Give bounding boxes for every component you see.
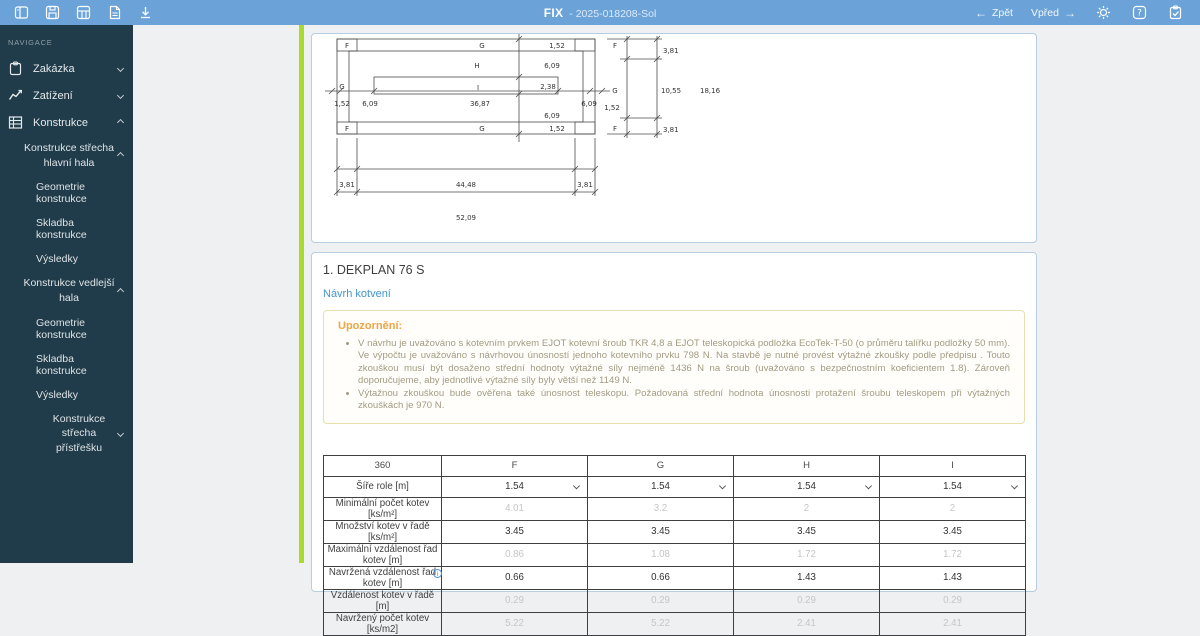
sidebar-item-vysledky[interactable] (0, 247, 133, 271)
row-label: Šíře role [m] (324, 476, 442, 497)
table-row (324, 589, 1026, 612)
sidebar-item-vedlejsi-hala[interactable] (0, 271, 133, 310)
sidebar-item-label: Výsledky (36, 253, 79, 266)
table-cell: 3.2 (588, 497, 734, 520)
section-subheading: Návrh kotvení (323, 288, 391, 300)
sidebar-item-label: Skladba konstrukce (36, 217, 87, 242)
sidebar-item-label: Geometrie konstrukce (36, 316, 87, 341)
forward-button[interactable] (1031, 6, 1076, 20)
chart-icon (8, 88, 23, 103)
zone-label-f-side-bottom: F (612, 125, 618, 133)
dim-label: 1,52 (334, 100, 350, 108)
dim-label: 3,81 (577, 181, 593, 189)
sidebar-item-strecha-hlavni-hala[interactable] (0, 136, 133, 175)
sidebar-item-label: Konstrukce (33, 116, 89, 129)
warning-bullet: • Výtažnou zkouškou bude ověřena také únosnost teleskopu. Požadovaná střední hodnota únosnosti protažení šroubu teleskopem při výtažných zkouškách je 970 N. (358, 388, 1010, 413)
dekplan-panel (311, 252, 1037, 635)
zone-label-g: G (479, 42, 485, 50)
table-cell: 3.45 (880, 520, 1026, 543)
table-cell: 3.45 (442, 520, 588, 543)
warning-list (358, 338, 1010, 413)
dim-label: 1,52 (549, 42, 565, 50)
sidebar-item-label: Zakázka (33, 62, 75, 75)
info-icon[interactable]: i (433, 569, 442, 578)
table-row (324, 476, 1026, 497)
dim-label: 1,52 (604, 104, 620, 112)
sidebar-item-label: Geometrie konstrukce (36, 181, 87, 206)
dim-label: 3,81 (663, 126, 679, 134)
help-icon[interactable] (1130, 4, 1148, 22)
table-cell: 4.01 (442, 497, 588, 520)
dim-label: 6,09 (581, 100, 597, 108)
dim-label: 6,09 (362, 100, 378, 108)
chevron-down-icon (117, 65, 124, 72)
sidebar-item-label: Konstrukce střecha hlavní hala (24, 142, 114, 169)
table-row (324, 497, 1026, 520)
dim-label: 6,09 (544, 62, 560, 70)
drawing-labels (334, 42, 720, 222)
chevron-down-icon (117, 430, 124, 437)
zone-label-g-side: G (612, 87, 618, 95)
table-cell: 2 (880, 497, 1026, 520)
table-row (324, 520, 1026, 543)
table-cell: 0.29 (442, 589, 588, 612)
column-header: F (442, 455, 588, 476)
roll-width-select[interactable] (880, 476, 1026, 497)
svg-text:?: ? (1136, 8, 1142, 19)
row-label: Navržená vzdálenost řad kotev [m] (328, 566, 437, 589)
panels-icon[interactable] (12, 4, 30, 22)
table-cell: 1.72 (734, 543, 880, 566)
content-divider-stripe (299, 25, 304, 563)
section-heading: 1. DEKPLAN 76 S (323, 263, 425, 277)
table-cell: 1.43 (880, 566, 1026, 589)
dim-label: 52,09 (455, 214, 477, 222)
table-row (324, 566, 1026, 589)
grid-icon[interactable] (74, 4, 92, 22)
back-label: Zpět (991, 6, 1013, 19)
zone-label-f-side: F (612, 42, 618, 50)
sidebar-item-label: Zatížení (33, 89, 73, 102)
row-label: Vzdálenost kotev v řadě [m] (324, 589, 442, 612)
dim-label: 3,81 (663, 47, 679, 55)
drawing-panel (311, 33, 1037, 243)
row-label: Množství kotev v řadě [ks/m²] (324, 520, 442, 543)
row-label: Minimální počet kotev [ks/m²] (324, 497, 442, 520)
table-cell: 1.72 (880, 543, 1026, 566)
dim-label: 36,87 (469, 100, 491, 108)
back-arrow-icon: ← (974, 5, 987, 20)
chevron-down-icon (117, 92, 124, 99)
sidebar-item-skladba-konstrukce-2[interactable] (0, 347, 133, 383)
toolbar-left (0, 4, 154, 22)
chevron-down-icon (1011, 482, 1018, 489)
table-cell: 1.08 (588, 543, 734, 566)
dim-label: 18,16 (700, 87, 721, 95)
zone-label-g-left: G (339, 83, 345, 91)
dim-label: 3,81 (339, 181, 355, 189)
sidebar-item-skladba-konstrukce[interactable] (0, 211, 133, 247)
table-row (324, 543, 1026, 566)
sidebar-item-geometrie-konstrukce-2[interactable] (0, 311, 133, 347)
dim-label: 6,09 (544, 112, 560, 120)
toolbar-right (975, 4, 1200, 22)
sidebar (0, 25, 133, 563)
table-cell: 5.22 (588, 612, 734, 635)
settings-gear-icon[interactable] (1094, 4, 1112, 22)
sidebar-item-label: Konstrukce vedlejší hala (23, 277, 115, 305)
zone-label-f: F (344, 42, 350, 50)
drawing-lines (325, 34, 662, 196)
row-label: Navržený počet kotev [ks/m2] (324, 612, 442, 635)
select-value: 1.54 (943, 481, 962, 493)
anchoring-table (323, 455, 1026, 636)
table-cell: 3.45 (734, 520, 880, 543)
forward-arrow-icon: → (1064, 5, 1076, 20)
row-label-with-info (324, 566, 442, 589)
zone-label-h: H (474, 62, 480, 70)
chevron-down-icon (719, 482, 726, 489)
zone-label-i: I (476, 84, 480, 92)
column-header: H (734, 455, 880, 476)
chevron-up-icon (117, 288, 124, 295)
table-cell: 2.41 (880, 612, 1026, 635)
table-cell: 0.66 (442, 566, 588, 589)
sidebar-item-vysledky-2[interactable] (0, 383, 133, 407)
table-cell: 5.22 (442, 612, 588, 635)
chevron-up-icon (117, 152, 124, 159)
table-header-row (324, 455, 1026, 476)
dim-label: 10,55 (661, 87, 682, 95)
table-cell: 2.41 (734, 612, 880, 635)
project-id: - 2025-018208-Sol (569, 7, 657, 20)
table-cell: 0.29 (588, 589, 734, 612)
warning-bullet: • V návrhu je uvažováno s kotevním prvkem EJOT kotevní šroub TKR 4,8 a EJOT teleskopická podložka EcoTek-T-50 (o průměru talířku podložky 50 mm). Ve výpočtu je uvažováno s návrhovou únosností jednoho kotevního prvku 798 N. Na stavbě je nutné provést výtažné zkoušky podle předpisu . Touto zkouškou musí být dosaženo střední hodnoty výtažné síly nejméně 1436 N na šroub (uvažováno s bezpečnostním koeficientem 1.8). Zároveň doporučujeme, aby jednotlivé výtažné síly byly větší než 1149 N. (358, 338, 1010, 388)
table-cell: 3.45 (588, 520, 734, 543)
clipboard-check-icon[interactable] (1166, 4, 1184, 22)
document-icon[interactable] (105, 4, 123, 22)
column-header: 360 (324, 455, 442, 476)
sidebar-item-label: Skladba konstrukce (36, 352, 87, 377)
chevron-down-icon (573, 482, 580, 489)
table-cell: 0.86 (442, 543, 588, 566)
select-value: 1.54 (797, 481, 816, 493)
column-header: G (588, 455, 734, 476)
roll-width-select[interactable] (442, 476, 588, 497)
back-button[interactable] (975, 6, 1013, 20)
table-cell: 0.66 (588, 566, 734, 589)
warning-title: Upozornění: (338, 320, 403, 332)
warning-box (323, 310, 1025, 424)
sidebar-item-label: Výsledky (36, 388, 79, 401)
sidebar-item-strecha-pristresku[interactable] (0, 407, 133, 461)
zone-label-f-bottom: F (344, 125, 350, 133)
sidebar-item-zakazka[interactable] (0, 55, 133, 82)
roof-plan-drawing (312, 34, 1038, 240)
clipboard-icon (8, 61, 23, 76)
table-icon (8, 115, 23, 130)
sidebar-item-konstrukce[interactable] (0, 109, 133, 136)
select-value: 1.54 (651, 481, 670, 493)
forward-label: Vpřed (1030, 6, 1059, 19)
table-cell: 0.29 (734, 589, 880, 612)
sidebar-item-label: Konstrukce střecha přístřešku (52, 412, 106, 455)
dim-label: 44,48 (455, 181, 477, 189)
dim-label: 1,52 (549, 125, 565, 133)
zone-label-g-bottom: G (479, 125, 485, 133)
sidebar-header: NAVIGACE (8, 38, 53, 47)
chevron-down-icon (865, 482, 872, 489)
select-value: 1.54 (505, 481, 524, 493)
chevron-up-icon (117, 119, 124, 126)
column-header: I (880, 455, 1026, 476)
roll-width-select[interactable] (734, 476, 880, 497)
table-row (324, 612, 1026, 635)
table-cell: 1.43 (734, 566, 880, 589)
sidebar-item-geometrie-konstrukce[interactable] (0, 175, 133, 211)
dim-label: 2,38 (540, 83, 556, 91)
sidebar-item-zatizeni[interactable] (0, 82, 133, 109)
table-cell: 2 (734, 497, 880, 520)
roll-width-select[interactable] (588, 476, 734, 497)
row-label: Maximální vzdálenost řad kotev [m] (324, 543, 442, 566)
top-bar (0, 0, 1200, 25)
table-cell: 0.29 (880, 589, 1026, 612)
save-icon[interactable] (43, 4, 61, 22)
app-name: FIX (543, 5, 564, 20)
download-icon[interactable] (136, 4, 154, 22)
